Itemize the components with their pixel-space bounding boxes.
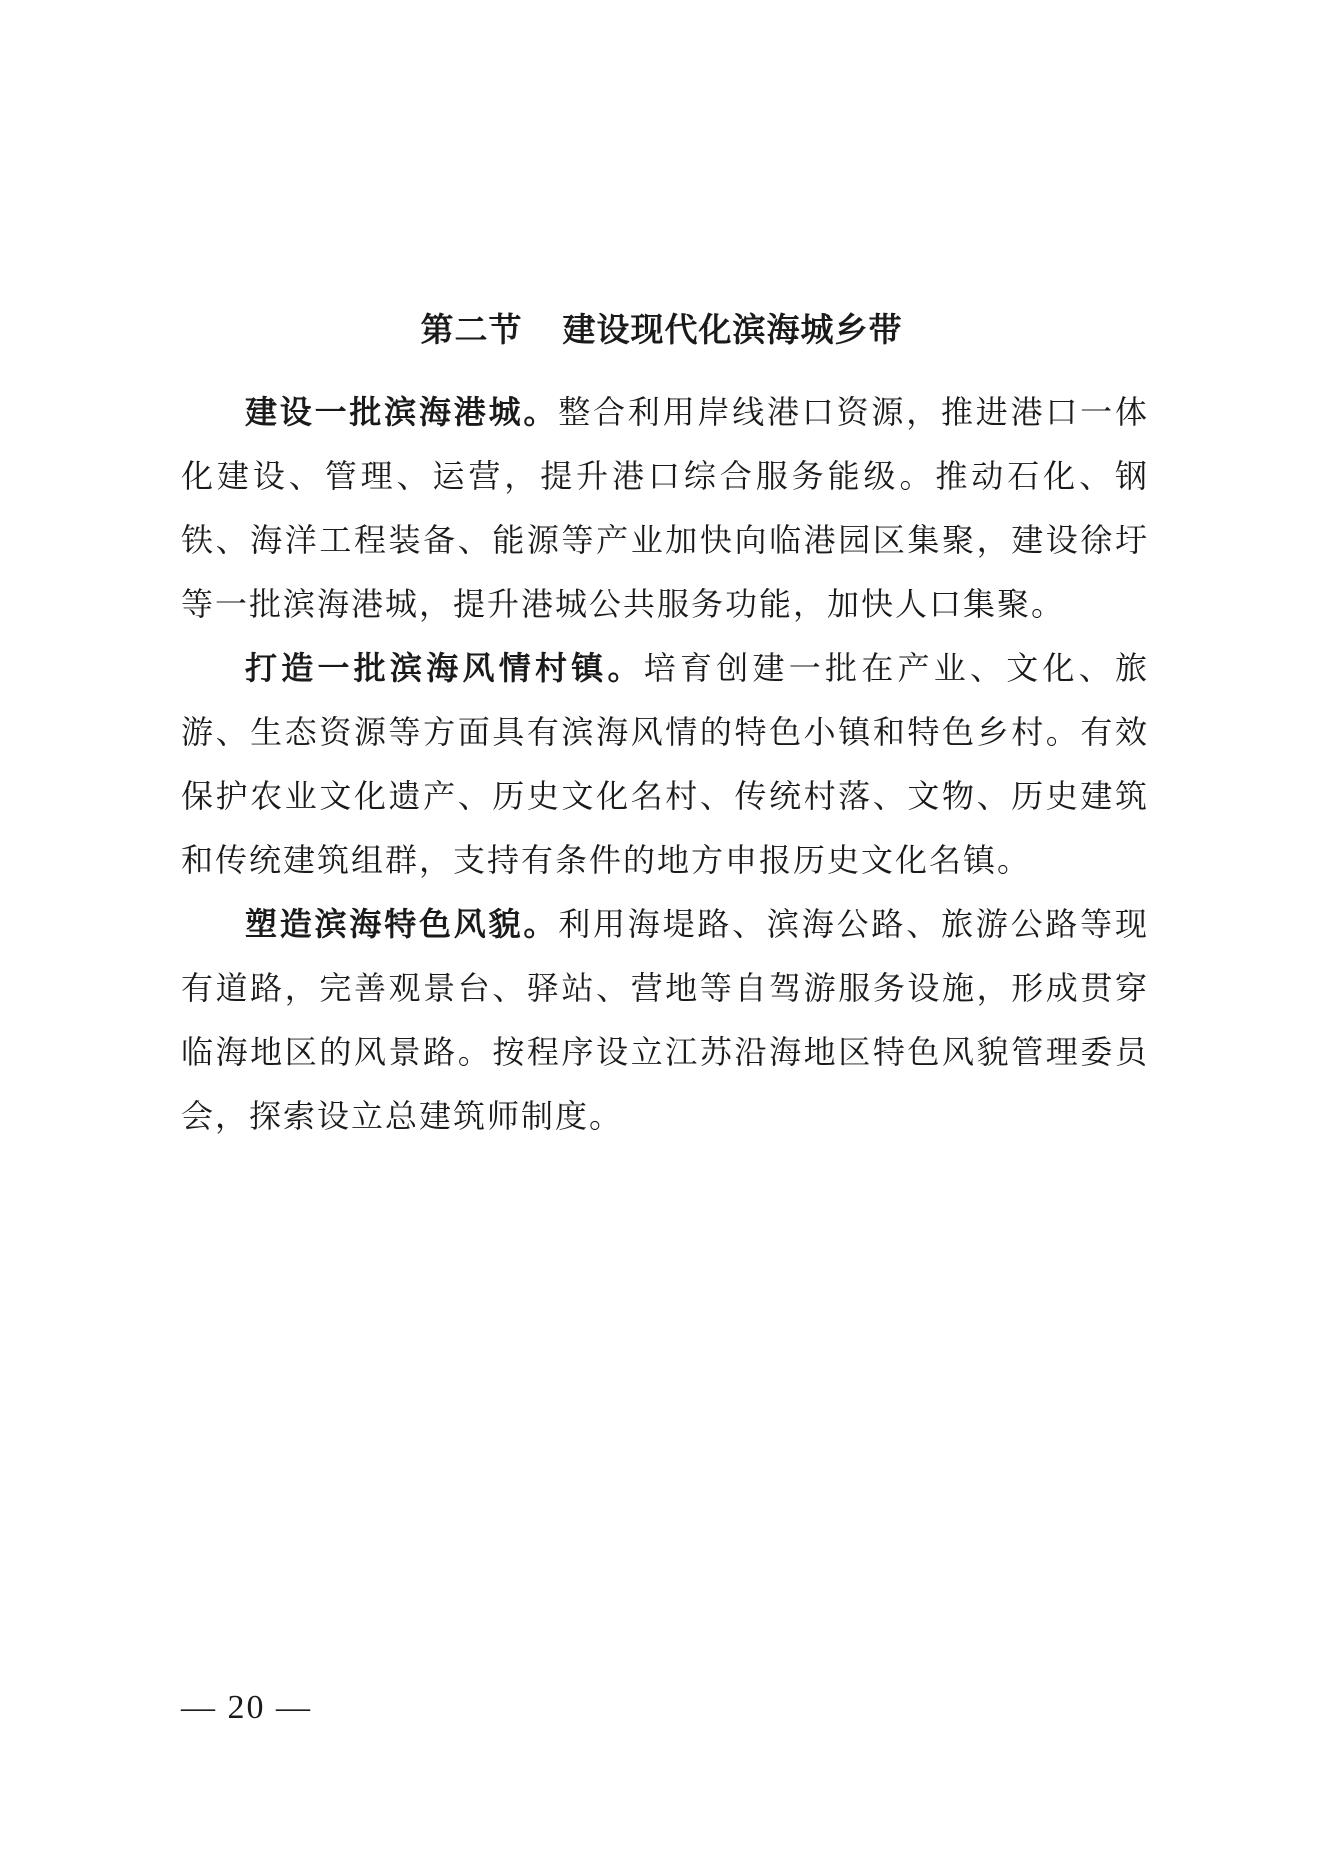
paragraph-lead: 建设一批滨海港城。 [245, 393, 559, 431]
paragraph-port-cities [181, 380, 1149, 636]
paragraph-text: 培育创建一批在产业、文化、旅游、生态资源等方面具有滨海风情的特色小镇和特色乡村。有效保护农业文化遗产、历史文化名村、传统村落、文物、历史建筑和传统建筑组群，支持有条件的地方申报历史文化名镇。 [181, 649, 1149, 879]
page-number: — 20 — [181, 1689, 312, 1726]
paragraph-coastal-villages [181, 636, 1149, 892]
paragraph-coastal-features [181, 892, 1149, 1148]
paragraph-text: 利用海堤路、滨海公路、旅游公路等现有道路，完善观景台、驿站、营地等自驾游服务设施，形成贯穿临海地区的风景路。按程序设立江苏沿海地区特色风貌管理委员会，探索设立总建筑师制度。 [181, 905, 1149, 1135]
body-text [181, 380, 1149, 1148]
paragraph-text: 整合利用岸线港口资源，推进港口一体化建设、管理、运营，提升港口综合服务能级。推动石化、钢铁、海洋工程装备、能源等产业加快向临港园区集聚，建设徐圩等一批滨海港城，提升港城公共服务功能，加快人口集聚。 [181, 393, 1149, 623]
paragraph-lead: 打造一批滨海风情村镇。 [245, 649, 644, 687]
section-heading [0, 305, 1323, 355]
section-number: 第二节 [420, 310, 523, 349]
paragraph-lead: 塑造滨海特色风貌。 [245, 905, 559, 943]
section-title: 建设现代化滨海城乡带 [562, 310, 903, 349]
